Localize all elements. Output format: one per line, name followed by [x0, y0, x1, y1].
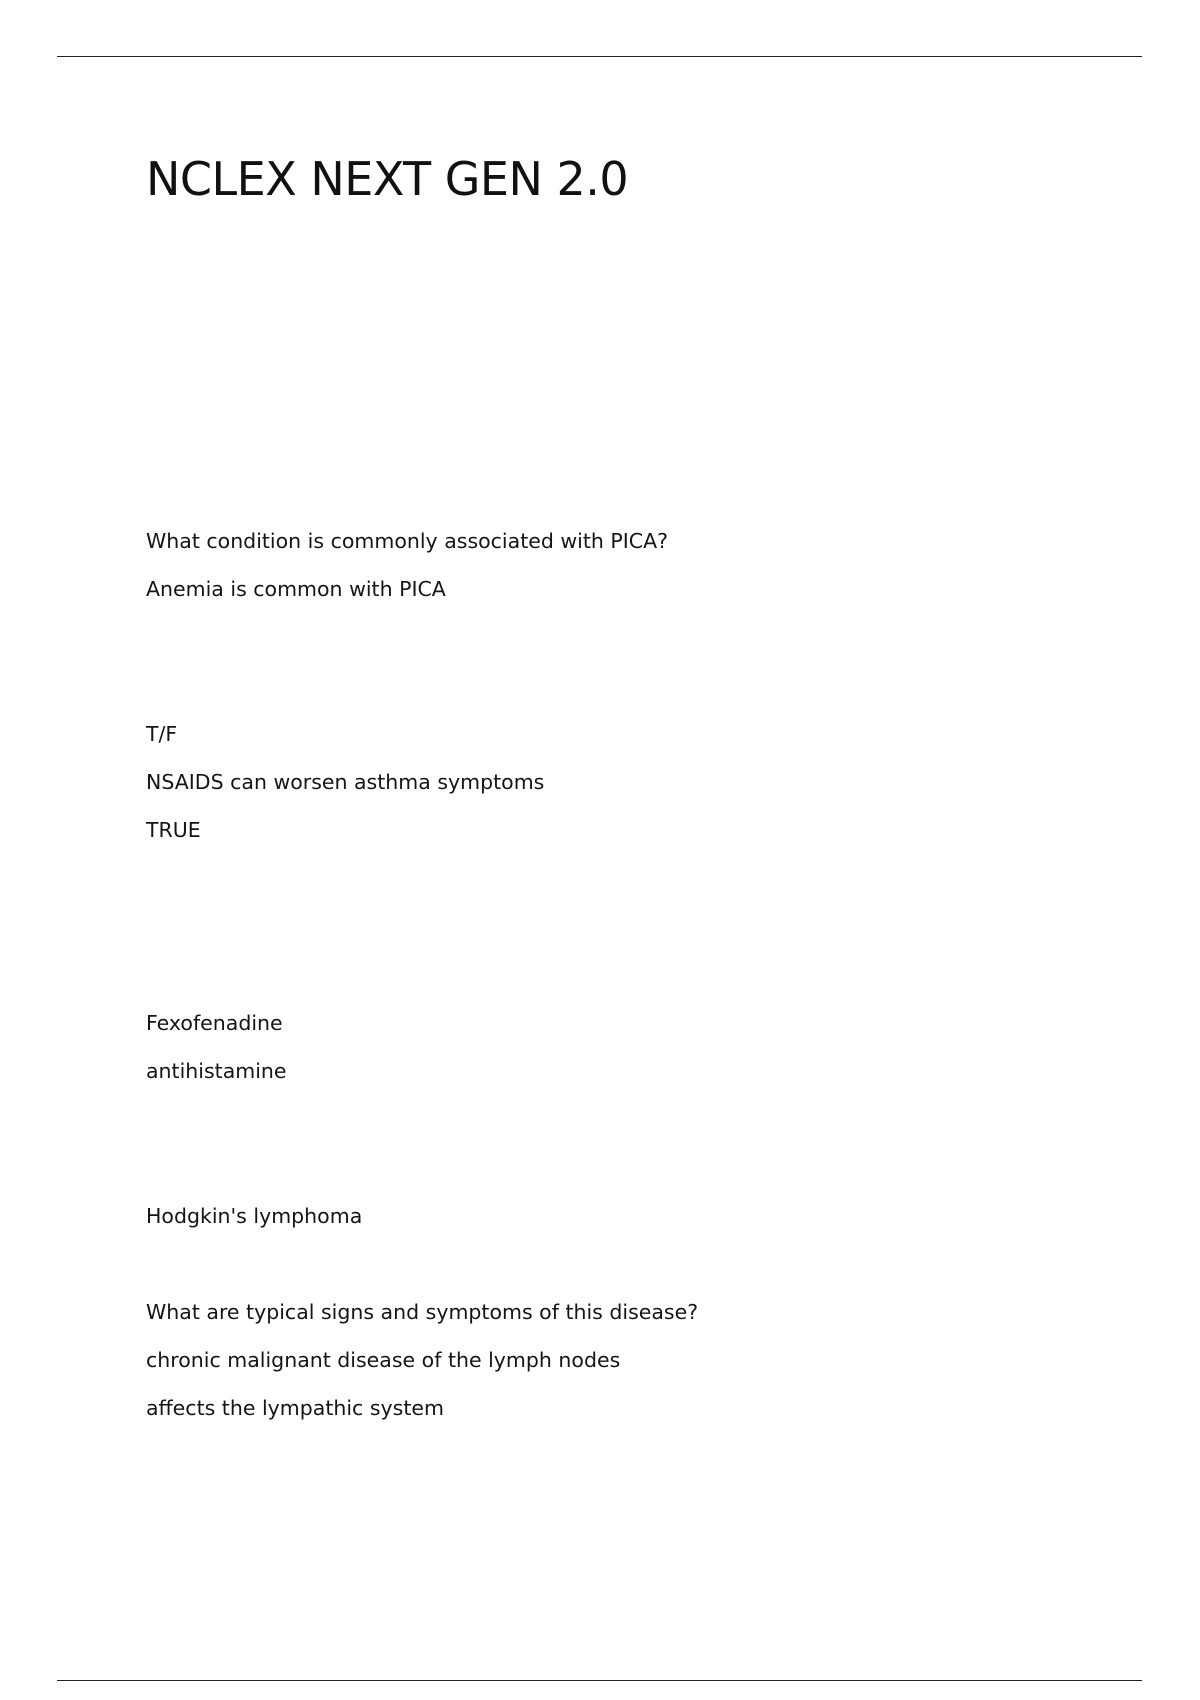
card-1-answer: Anemia is common with PICA: [146, 577, 446, 601]
card-4-answer-line-1: chronic malignant disease of the lymph nodes: [146, 1348, 621, 1372]
card-4-answer-line-2: affects the lympathic system: [146, 1396, 444, 1420]
card-1-question: What condition is commonly associated with PICA?: [146, 529, 669, 553]
card-2-answer: TRUE: [146, 818, 201, 842]
card-2-question: NSAIDS can worsen asthma symptoms: [146, 770, 545, 794]
bottom-rule: [57, 1680, 1142, 1681]
card-4-question: What are typical signs and symptoms of this disease?: [146, 1300, 699, 1324]
card-2-label: T/F: [146, 722, 178, 746]
card-3-answer: antihistamine: [146, 1059, 287, 1083]
document-title: NCLEX NEXT GEN 2.0: [146, 152, 629, 206]
card-3-term: Fexofenadine: [146, 1011, 283, 1035]
top-rule: [57, 56, 1142, 57]
card-4-term: Hodgkin's lymphoma: [146, 1204, 363, 1228]
